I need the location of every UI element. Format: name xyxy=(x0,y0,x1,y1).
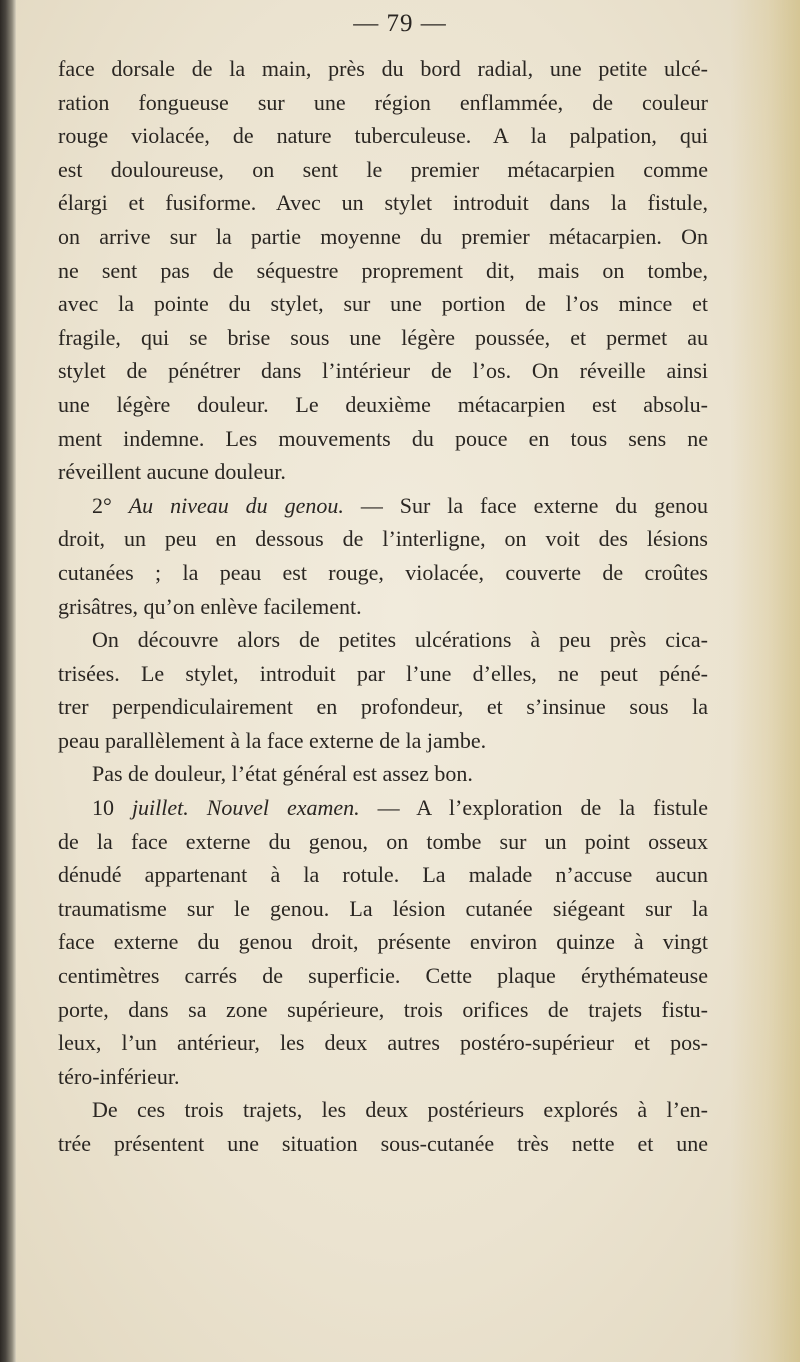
text-line: stylet de pénétrer dans l’intérieur de l’os. On réveille ainsi xyxy=(58,358,708,384)
text-line: de la face externe du genou, on tombe sur un point osseux xyxy=(58,828,708,854)
italic-run: Au niveau du genou. xyxy=(128,492,344,518)
text-line: ration fongueuse sur une région enflammée, de couleur xyxy=(58,89,708,115)
text-line: dénudé appartenant à la rotule. La malade n’accuse aucun xyxy=(58,862,708,888)
text-line: droit, un peu en dessous de l’interligne, on voit des lésions xyxy=(58,526,708,552)
text-line: De ces trois trajets, les deux postérieurs explorés à l’en- xyxy=(92,1097,708,1123)
text-line: leux, l’un antérieur, les deux autres postéro-supérieur et pos- xyxy=(58,1030,708,1056)
text-line: cutanées ; la peau est rouge, violacée, couverte de croûtes xyxy=(58,559,708,585)
text-line: On découvre alors de petites ulcérations à peu près cica- xyxy=(92,627,708,653)
text-line: une légère douleur. Le deuxième métacarpien est absolu- xyxy=(58,391,708,417)
text-line: 2° Au niveau du genou. — Sur la face externe du genou xyxy=(92,492,708,518)
text-line: centimètres carrés de superficie. Cette plaque érythémateuse xyxy=(58,963,708,989)
body-text xyxy=(58,52,708,1161)
text-line: traumatisme sur le genou. La lésion cutanée siégeant sur la xyxy=(58,895,708,921)
text-line: face externe du genou droit, présente environ quinze à vingt xyxy=(58,929,708,955)
text-line: Pas de douleur, l’état général est assez bon. xyxy=(92,761,473,787)
text-line: ment indemne. Les mouvements du pouce en tous sens ne xyxy=(58,425,708,451)
page-number: — 79 — xyxy=(353,10,447,37)
text-line: trisées. Le stylet, introduit par l’une d’elles, ne peut péné- xyxy=(58,660,708,686)
text-line: grisâtres, qu’on enlève facilement. xyxy=(58,593,362,619)
text-line: rouge violacée, de nature tuberculeuse. A la palpation, qui xyxy=(58,123,708,149)
text-line: téro-inférieur. xyxy=(58,1063,180,1089)
binding-gutter xyxy=(0,0,16,1362)
text-line: on arrive sur la partie moyenne du premier métacarpien. On xyxy=(58,223,708,249)
text-line: face dorsale de la main, près du bord radial, une petite ulcé- xyxy=(58,56,708,81)
text-line: fragile, qui se brise sous une légère poussée, et permet au xyxy=(58,324,708,350)
text-line: avec la pointe du stylet, sur une portion de l’os mince et xyxy=(58,291,708,317)
text-line: réveillent aucune douleur. xyxy=(58,459,286,485)
italic-run: juillet. Nouvel examen. xyxy=(131,795,360,821)
text-line: trer perpendiculairement en profondeur, et s’insinue sous la xyxy=(58,694,708,720)
text-line: élargi et fusiforme. Avec un stylet introduit dans la fistule, xyxy=(58,190,708,216)
text-line: est douloureuse, on sent le premier métacarpien comme xyxy=(58,156,708,182)
text-line: peau parallèlement à la face externe de la jambe. xyxy=(58,727,487,753)
text-line: trée présentent une situation sous-cutanée très nette et une xyxy=(58,1131,708,1156)
text-line: ne sent pas de séquestre proprement dit, mais on tombe, xyxy=(58,257,708,283)
text-line: 10 juillet. Nouvel examen. — A l’exploration de la fistule xyxy=(92,795,708,821)
text-line: porte, dans sa zone supérieure, trois orifices de trajets fistu- xyxy=(58,996,708,1022)
page-edge-stain xyxy=(730,0,800,1362)
